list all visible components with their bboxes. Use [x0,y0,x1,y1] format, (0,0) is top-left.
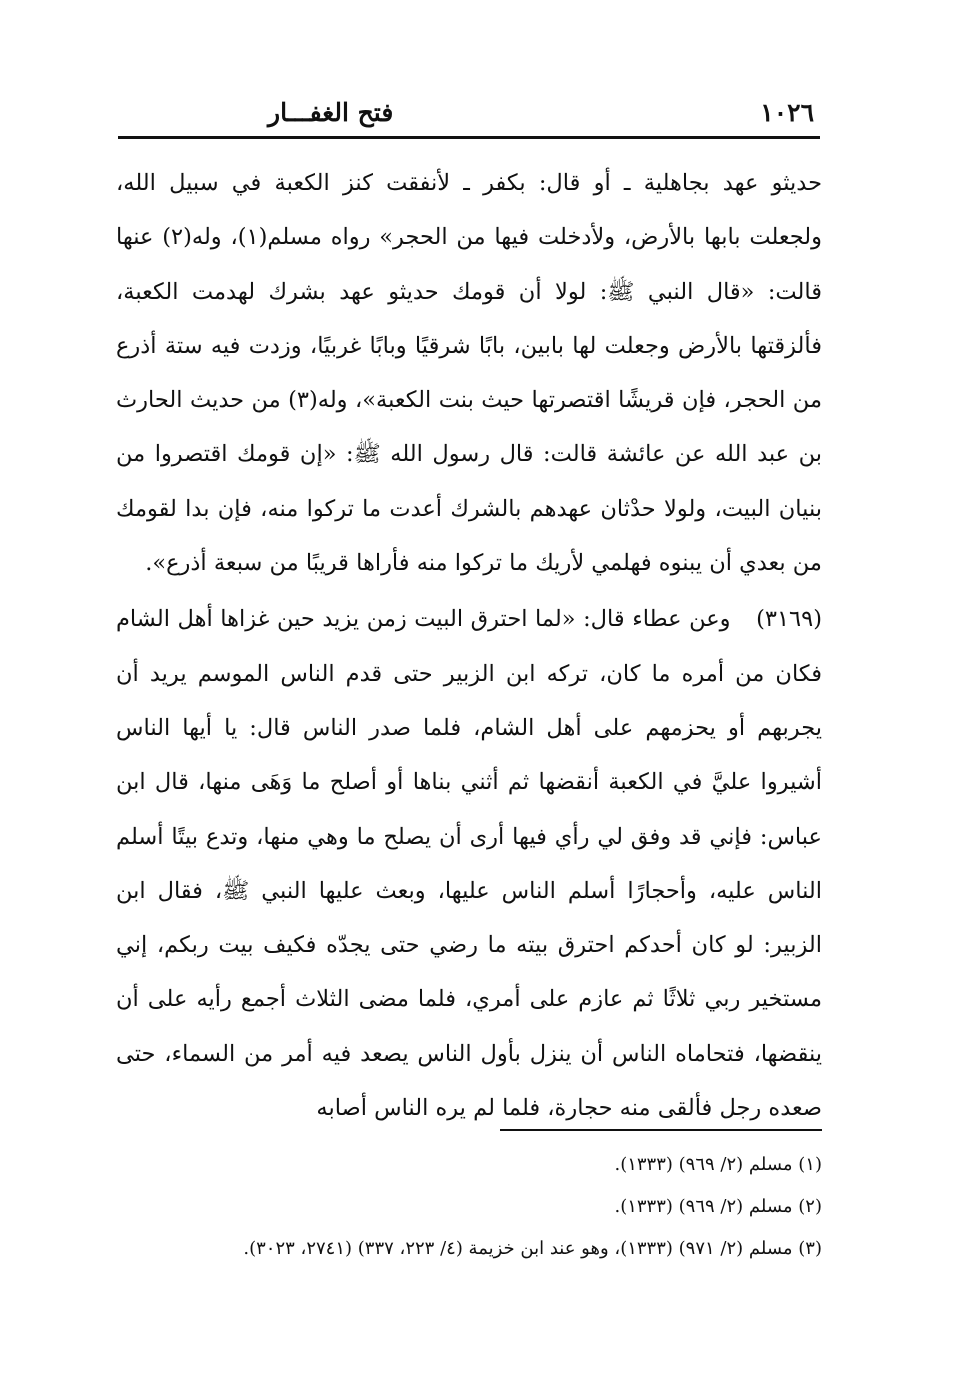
main-text [116,156,822,1135]
footnote-2: (٢) مسلم (٢/ ٩٦٩) (١٣٣٣). [614,1196,822,1217]
paragraph-hadith [116,592,822,1135]
hadith-number: (٣١٦٩) [756,606,822,633]
paragraph-continued [116,156,822,590]
footnote-3: (٣) مسلم (٢/ ٩٧١) (١٣٣٣)، وهو عند ابن خزيمة (٤/ ٢٢٣، ٣٣٧) (٢٧٤١، ٣٠٢٣). [243,1238,822,1259]
footnote-1: (١) مسلم (٢/ ٩٦٩) (١٣٣٣). [614,1154,822,1175]
paragraph-text: وعن عطاء قال: «لما احترق البيت زمن يزيد حين غزاها أهل الشام فكان من أمره ما كان، تركه ابن الزبير حتى قدم الناس الموسم يريد أن يجربهم أو يحزمهم على أهل الشام، فلما صدر الناس قال: يا أيها الناس أشيروا عليَّ في الكعبة أنقضها ثم أثني بناها أو أصلح ما وَهَى منها، قال ابن عباس: فإني قد وفق لي رأي فيها أرى أن يصلح ما وهي منها، وتدع بيتًا أسلم الناس عليه، وأحجارًا أسلم الناس عليها، وبعث عليها النبي ﷺ، فقال ابن الزبير: لو كان أحدكم احترق بيته ما رضي حتى يجدّه فكيف بيت ربكم، إني مستخير ربي ثلاثًا ثم عازم على أمري، فلما مضى الثلاث أجمع رأيه على أن ينقضها، فتحاماه الناس أن ينزل بأول الناس يصعد فيه أمر من السماء، حتى صعده رجل فألقى منه حجارة، فلما لم يره الناس أصابه [116,606,822,1122]
page-header [118,96,820,140]
footnotes [116,1144,822,1270]
header-rule [118,136,820,139]
running-title: فتح الغفـــار [268,98,394,127]
paragraph-text: حديثو عهد بجاهلية ـ أو قال: بكفر ـ لأنفقت كنز الكعبة في سبيل الله، ولجعلت بابها بالأرض، ولأدخلت فيها من الحجر» رواه مسلم(١)، وله(٢) عنها قالت: «قال النبي ﷺ: لولا أن قومك حديثو عهد بشرك لهدمت الكعبة، فألزقتها بالأرض وجعلت لها بابين، بابًا شرقيًا وبابًا غربيًا، وزدت فيه ستة أذرع من الحجر، فإن قريشًا اقتصرتها حيث بنت الكعبة»، وله(٣) من حديث الحارث بن عبد الله عن عائشة قالت: قال رسول الله ﷺ: «إن قومك اقتصروا من بنيان البيت، ولولا حدْثان عهدهم بالشرك أعدت ما تركوا منه، فإن بدا لقومك من بعدي أن يبنوه فهلمي لأريك ما تركوا منه فأراها قريبًا من سبعة أذرع». [116,170,823,577]
page-number: ١٠٢٦ [760,98,814,127]
footnote-rule [500,1129,822,1131]
